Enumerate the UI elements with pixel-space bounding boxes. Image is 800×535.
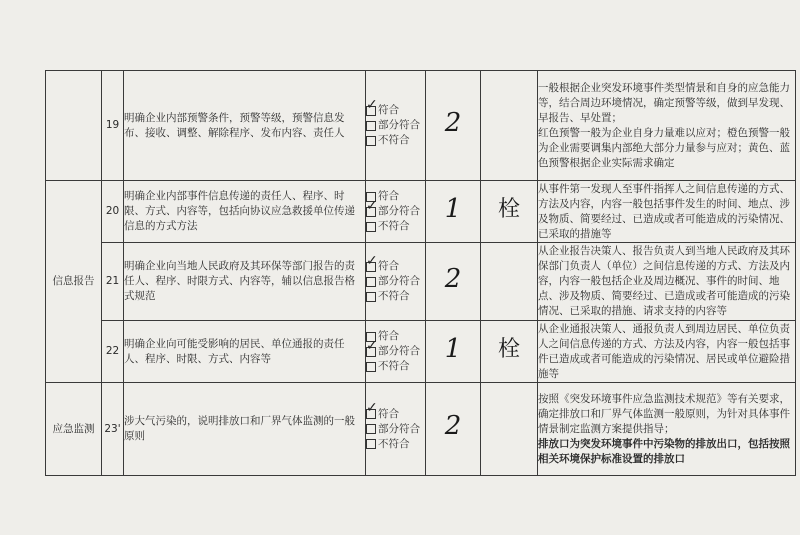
description-cell (538, 321, 796, 383)
table-row (46, 181, 796, 243)
description-paragraph: 排放口为突发环境事件中污染物的排放出口，包括按照相关环境保护标准设置的排放口 (538, 437, 790, 465)
option-nonconform[interactable]: 不符合 (366, 219, 425, 234)
handwritten-note: 栓 (497, 337, 520, 362)
option-partial[interactable]: 部分符合 (366, 422, 425, 437)
table-row (46, 243, 796, 321)
score-cell (426, 321, 481, 383)
option-group (366, 71, 426, 181)
option-nonconform[interactable]: 不符合 (366, 437, 425, 452)
checkbox[interactable] (366, 424, 376, 434)
requirement-text: 明确企业内部事件信息传递的责任人、程序、时限、方式、内容等，包括向协议应急救援单位传递信息的方式方法 (124, 181, 366, 243)
checkbox[interactable] (366, 292, 376, 302)
option-partial[interactable]: 部分符合 (366, 274, 425, 289)
option-nonconform[interactable]: 不符合 (366, 289, 425, 304)
option-conform[interactable]: ✓ 符合 (366, 103, 425, 118)
option-conform[interactable]: ✓ 符合 (366, 407, 425, 422)
description-cell (538, 243, 796, 321)
requirement-text: 涉大气污染的，说明排放口和厂界气体监测的一般原则 (124, 383, 366, 476)
table-row (46, 383, 796, 476)
handwritten-note: 栓 (497, 197, 520, 222)
table-row (46, 321, 796, 383)
note-cell (481, 71, 538, 181)
option-partial[interactable]: 部分符合 (366, 118, 425, 133)
handwritten-score: 2 (444, 107, 462, 138)
requirement-text: 明确企业向可能受影响的居民、单位通报的责任人、程序、时限、方式、内容等 (124, 321, 366, 383)
description-paragraph: 一般根据企业突发环境事件类型情景和自身的应急能力等，结合周边环境情况，确定预警等级，做到早发现、早报告、早处置； (538, 81, 790, 124)
table-row (46, 71, 796, 181)
checkbox[interactable] (366, 207, 376, 217)
requirement-text: 明确企业内部预警条件，预警等级，预警信息发布、接收、调整、解除程序、发布内容、责任人 (124, 71, 366, 181)
option-nonconform[interactable]: 不符合 (366, 359, 425, 374)
requirement-text: 明确企业向当地人民政府及其环保等部门报告的责任人、程序、时限方式、内容等，辅以信息报告格式规范 (124, 243, 366, 321)
option-conform[interactable]: 符合 (366, 329, 425, 344)
checkbox[interactable] (366, 222, 376, 232)
item-number: 22 (102, 321, 124, 383)
handwritten-score: 1 (444, 333, 462, 364)
handwritten-score: 2 (444, 263, 462, 294)
option-group (366, 383, 426, 476)
category-cell: 信息报告 (46, 181, 102, 383)
score-cell (426, 71, 481, 181)
description-cell (538, 383, 796, 476)
option-nonconform[interactable]: 不符合 (366, 133, 425, 148)
note-cell (481, 181, 538, 243)
category-cell (46, 71, 102, 181)
option-partial[interactable]: ✓ 部分符合 (366, 344, 425, 359)
checkbox[interactable] (366, 277, 376, 287)
option-group (366, 243, 426, 321)
option-group (366, 321, 426, 383)
item-number: 19 (102, 71, 124, 181)
description-cell (538, 181, 796, 243)
note-cell (481, 321, 538, 383)
checkbox[interactable] (366, 106, 376, 116)
item-number: 20 (102, 181, 124, 243)
score-cell (426, 383, 481, 476)
description-paragraph: 红色预警一般为企业自身力量难以应对；橙色预警一般为企业需要调集内部绝大部分力量参与应对；黄色、蓝色预警根据企业实际需求确定 (538, 126, 790, 169)
checkbox[interactable] (366, 439, 376, 449)
item-number: 23' (102, 383, 124, 476)
description-paragraph: 按照《突发环境事件应急监测技术规范》等有关要求，确定排放口和厂界气体监测一般原则，为针对具体事件情景制定监测方案提供指导； (538, 392, 790, 435)
option-conform[interactable]: 符合 (366, 189, 425, 204)
option-conform[interactable]: ✓ 符合 (366, 259, 425, 274)
description-cell (538, 71, 796, 181)
checkbox[interactable] (366, 347, 376, 357)
description-paragraph: 从企业报告决策人、报告负责人到当地人民政府及其环保部门负责人（单位）之间信息传递的方式、方法及内容，内容一般包括企业及周边概况、事件的时间、地点、涉及物质、简要经过、已造成或者可能造成的污染情况、已采取的措施、请求支持的内容等 (538, 245, 790, 317)
checkbox[interactable] (366, 121, 376, 131)
handwritten-score: 2 (444, 411, 462, 441)
checkbox[interactable] (366, 362, 376, 372)
checkbox[interactable] (366, 409, 376, 419)
option-group (366, 181, 426, 243)
category-cell: 应急监测 (46, 383, 102, 476)
option-partial[interactable]: ✓ 部分符合 (366, 204, 425, 219)
checkbox[interactable] (366, 262, 376, 272)
description-paragraph: 从企业通报决策人、通报负责人到周边居民、单位负责人之间信息传递的方式、方法及内容，内容一般包括事件已造成或者可能造成的污染情况、居民或单位避险措施等 (538, 322, 790, 380)
score-cell (426, 243, 481, 321)
item-number: 21 (102, 243, 124, 321)
handwritten-score: 1 (444, 193, 462, 224)
score-cell (426, 181, 481, 243)
description-paragraph: 从事件第一发现人至事件指挥人之间信息传递的方式、方法及内容，内容一般包括事件发生的时间、地点、涉及物质、简要经过、已造成或者可能造成的污染情况、已采取的措施等 (538, 182, 790, 240)
emergency-plan-review-table (45, 70, 796, 476)
note-cell (481, 243, 538, 321)
checkbox[interactable] (366, 136, 376, 146)
note-cell (481, 383, 538, 476)
